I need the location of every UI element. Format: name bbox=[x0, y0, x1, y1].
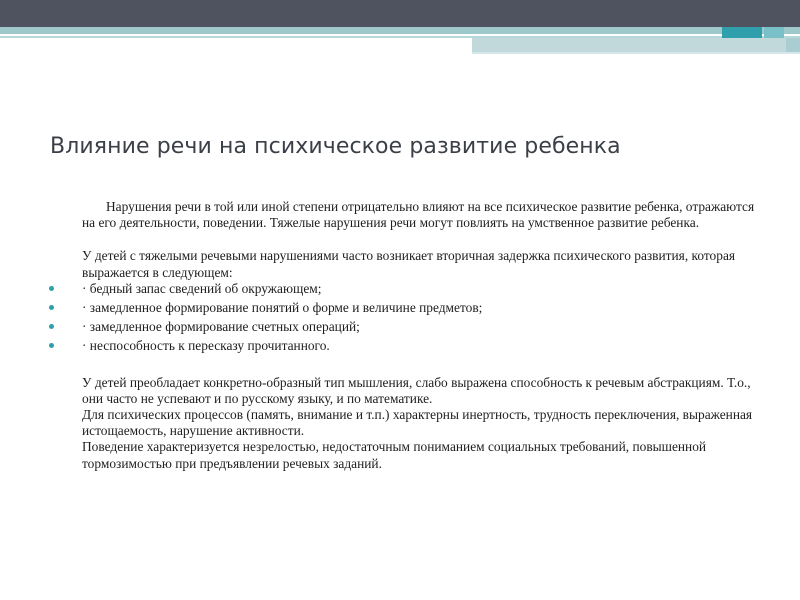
paragraph-behavior: Поведение характеризуется незрелостью, недостаточным пониманием социальных требований, повышенной тормозимостью при предъявлении речевых заданий. bbox=[82, 439, 707, 471]
header-right-strip bbox=[786, 38, 800, 52]
paragraph-thinking-type: У детей преобладает конкретно-образный тип мышления, слабо выражена способность к речевым абстракциям. Т.о., они часто не успевают и по русскому языку, и по математике. bbox=[82, 374, 751, 406]
bullet-text: · замедленное формирование понятий о форме и величине предметов; bbox=[82, 300, 483, 316]
bullet-list bbox=[62, 281, 762, 355]
spacer bbox=[62, 231, 762, 248]
spacer bbox=[62, 358, 762, 375]
bullet-item bbox=[62, 281, 762, 297]
header-teal-lower-edge bbox=[472, 52, 800, 54]
bullet-item bbox=[62, 300, 762, 316]
bullet-text: · замедленное формирование счетных операций; bbox=[82, 319, 360, 335]
bullet-text: · неспособность к пересказу прочитанного. bbox=[82, 338, 330, 354]
bullet-dot-icon bbox=[49, 343, 54, 348]
bullet-dot-icon bbox=[49, 305, 54, 310]
header-teal-lower-band bbox=[472, 38, 800, 52]
slide-body bbox=[62, 199, 762, 472]
paragraph-mental-processes: Для психических процессов (память, внимание и т.п.) характерны инертность, трудность переключения, выраженная истощаемость, нарушение активности. bbox=[82, 407, 753, 439]
header-dark-band bbox=[0, 0, 800, 27]
bullet-text: · бедный запас сведений об окружающем; bbox=[82, 280, 322, 296]
bullet-item bbox=[62, 319, 762, 335]
bullet-dot-icon bbox=[49, 324, 54, 329]
slide-title: Влияние речи на психическое развитие ребенка bbox=[50, 134, 621, 159]
header-cyan-block bbox=[722, 27, 762, 38]
header-cyan-small-block bbox=[764, 27, 784, 38]
bullet-item bbox=[62, 338, 762, 354]
paragraph-secondary-delay: У детей с тяжелыми речевыми нарушениями часто возникает вторичная задержка психического развития, которая выражается в следующем: bbox=[82, 248, 736, 280]
paragraph-speech-disorders: Нарушения речи в той или иной степени отрицательно влияют на все психическое развитие ребенка, отражаются на его деятельности, поведении. Тяжелые нарушения речи могут повлиять на умственное развитие ребенка. bbox=[82, 199, 755, 231]
bullet-dot-icon bbox=[49, 286, 54, 291]
header-teal-band bbox=[0, 27, 800, 34]
